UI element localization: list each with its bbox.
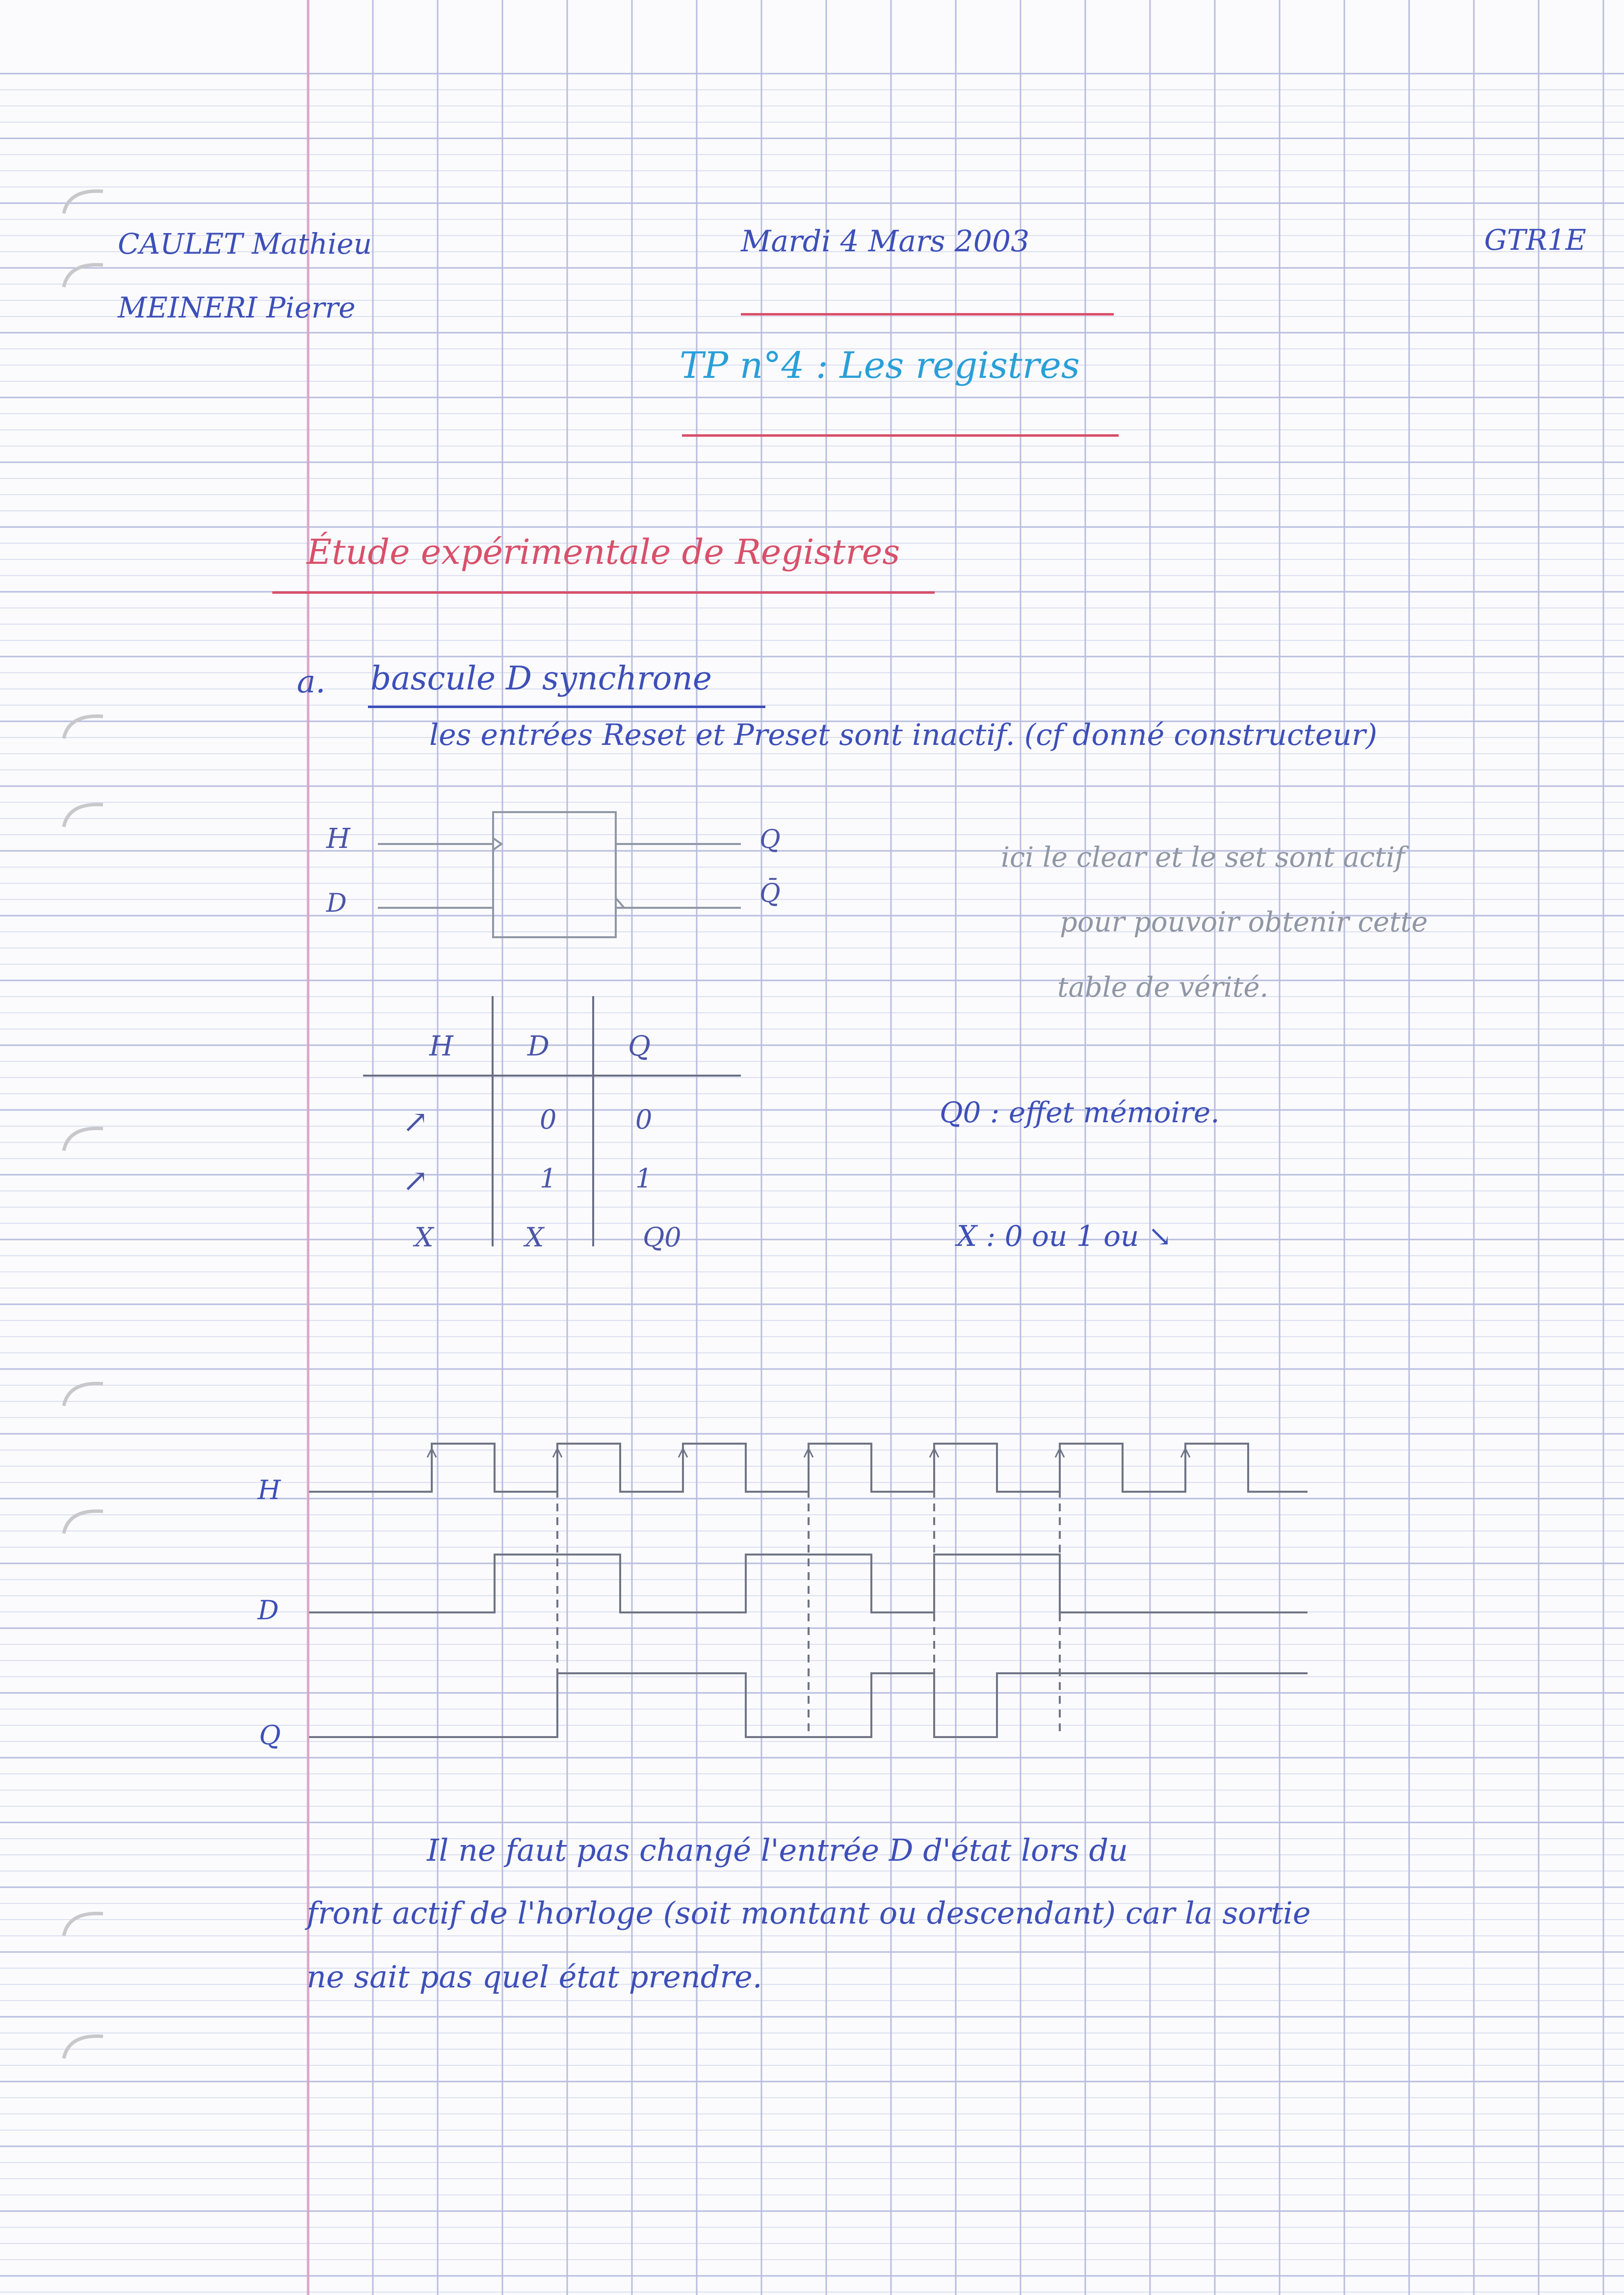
flipflop-output-qbar: Q̄ [760, 879, 781, 908]
truth-table-header-rule [363, 1075, 741, 1077]
subsection-title: bascule D synchrone [370, 659, 712, 697]
title-underline [682, 434, 1119, 437]
truth-table-header-d: D [527, 1030, 550, 1062]
punch-hole [64, 805, 103, 827]
truth-table-cell: X [415, 1222, 434, 1253]
section-title: Étude expérimentale de Registres [307, 532, 900, 572]
section-underline [272, 591, 935, 594]
class-label: GTR1E [1484, 223, 1586, 257]
truth-table-cell: 1 [540, 1163, 557, 1194]
punch-hole [64, 2036, 103, 2058]
punch-hole [64, 1914, 103, 1936]
punch-hole [64, 1129, 103, 1151]
header-date: Mardi 4 Mars 2003 [741, 224, 1030, 259]
conclusion-line-1: Il ne faut pas changé l'entrée D d'état lors du [427, 1832, 1128, 1868]
author-name-2: MEINERI Pierre [118, 291, 356, 324]
side-note-line-2: pour pouvoir obtenir cette [1060, 906, 1428, 938]
truth-table-cell: X [525, 1222, 544, 1253]
side-note-line-3: table de vérité. [1057, 972, 1269, 1003]
clock-edge-triangle [493, 838, 501, 850]
truth-table-cell: ↗ [402, 1104, 429, 1140]
truth-table-header-q: Q [628, 1030, 651, 1062]
conclusion-line-3: ne sait pas quel état prendre. [307, 1959, 762, 1995]
truth-table-header-h: H [429, 1030, 453, 1062]
timing-label-q: Q [259, 1720, 281, 1751]
truth-table-cell: Q0 [643, 1222, 681, 1253]
truth-table-cell: 0 [540, 1104, 557, 1135]
legend-q0: Q0 : effet mémoire. [940, 1096, 1220, 1129]
subsection-marker: a. [297, 664, 326, 700]
truth-table-cell: ↗ [402, 1163, 429, 1199]
legend-x: X : 0 ou 1 ou ↘ [957, 1219, 1172, 1253]
flipflop-output-q: Q [760, 825, 781, 854]
flipflop-input-h: H [326, 823, 350, 855]
date-underline [741, 313, 1114, 316]
truth-table-col-rule-1 [492, 996, 494, 1246]
author-name-1: CAULET Mathieu [118, 227, 372, 261]
truth-table-cell: 1 [635, 1163, 653, 1194]
subsection-underline [368, 706, 765, 708]
truth-table-cell: 0 [635, 1104, 653, 1135]
timing-label-d: D [258, 1595, 279, 1626]
truth-table [363, 996, 746, 1251]
timing-label-h: H [258, 1475, 281, 1505]
flipflop-symbol [314, 800, 795, 947]
truth-table-col-rule-2 [592, 996, 594, 1246]
conclusion-line-2: front actif de l'horloge (soit montant ou descendant) car la sortie [307, 1895, 1311, 1931]
flipflop-box [493, 812, 616, 937]
punch-hole [64, 716, 103, 739]
inputs-note: les entrées Reset et Preset sont inactif. (cf donné constructeur) [429, 718, 1377, 752]
side-note-line-1: ici le clear et le set sont actif [1001, 842, 1405, 873]
punch-hole [64, 191, 103, 213]
timing-diagram [0, 1398, 1624, 1767]
page-title: TP n°4 : Les registres [680, 344, 1080, 387]
flipflop-input-d: D [326, 889, 347, 918]
